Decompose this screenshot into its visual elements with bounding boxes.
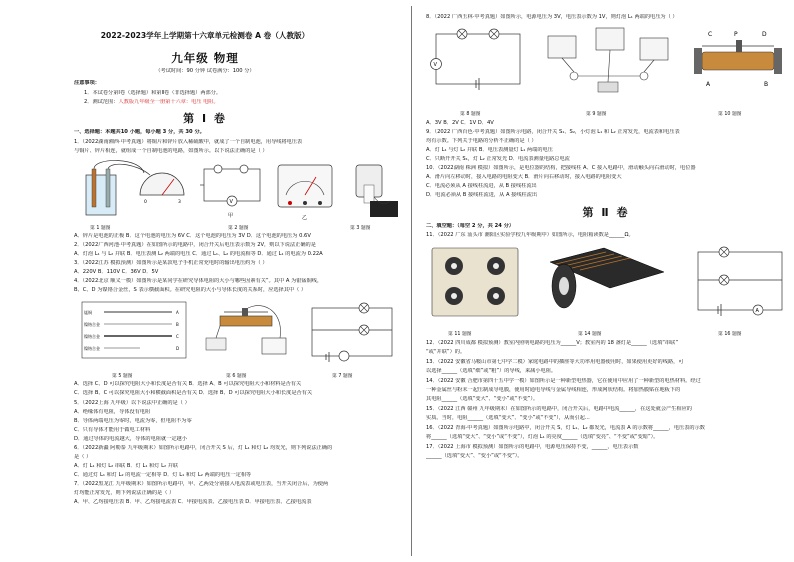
q15-line-1: 15．（2022 江西 赣州 九年级期末）在如图所示的电路中，闭合开关后，电路中电流______，在这处就会产生相应的	[426, 406, 692, 412]
svg-text:A: A	[755, 308, 759, 314]
q12-line-1: 12．（2022 四川成都 模拟预测）教室内照明电路的电压为______V；教室内的 18 盏灯是______（选填“串联”	[426, 340, 679, 346]
svg-text:V: V	[433, 62, 437, 68]
svg-text:P: P	[734, 31, 738, 38]
q4-options-1: A．选择 C、D 可以探究电阻大小和长度是否有关 B．选择 A、B 可以探究电阻大小和材料是否有关	[74, 381, 302, 387]
switches-lamps-circuit-figure	[698, 247, 782, 316]
q6-options-2: C．通过灯 L₁ 和灯 L₂ 的电流一定相等 D．灯 L₁ 和灯 L₂ 两端的电压一定相等	[74, 472, 252, 478]
q10-option-d: D．电流必须从 B 接线柱流进，从 A 接线柱流出	[426, 192, 538, 198]
exam-subtitle: 九年级 物理	[171, 51, 239, 65]
meters-bench-figure	[548, 28, 668, 92]
q4-stem-1: 4．（2022北京 顺义一模）如图所示是某同学在研究导体电阻的大小与哪些因素有关”。其中 A 为银锰铜线，	[74, 278, 323, 284]
q12-line-2: “或“并联”）的。	[426, 349, 466, 355]
q4-options-2: C．选择 B、C 可以探究电阻大小和横截面积是否有关 D．选择 B、D 可以探究电阻大小和长度是否有关	[74, 390, 313, 396]
exam-info: （考试时间：90 分钟 试卷满分：100 分）	[155, 68, 255, 74]
part1-heading: 第 Ⅰ 卷	[183, 112, 227, 125]
wire-d-material: 镍铬合金	[84, 346, 100, 351]
note-1: 1．本试卷分第Ⅰ卷（选择题）和第Ⅱ卷（非选择题）两部分。	[84, 90, 222, 96]
q9-options-2: C．只断开开关 S₁，灯 L₂ 正常发光 D．电流表测量电路总电流	[426, 156, 570, 162]
wire-a-letter: A	[176, 310, 179, 315]
exam-title: 2022-2023学年上学期第十六章单元检测卷 A 卷（人教版）	[100, 31, 310, 40]
q11-stem: 11．（2022 广东 汕头市 潮阳区实验学校九年级期中）如图所示，电阻箱读数是______Ω。	[426, 232, 634, 238]
q15-line-2: 实质。当时，电阻______（选填“变大”、“变小”或“不变”），从而引起...	[426, 415, 590, 421]
q14-line-1: 14．（2022 安徽 合肥市第四十五中学一模）如图所示是一种新型电热器，它在使用中应用了一种新型的电热材料。经过	[426, 378, 701, 384]
caption-fig6: 第 6 题图	[226, 374, 247, 379]
wire-a-material: 锰铜	[84, 310, 92, 315]
q14-line-3: 其电阻______（选填“变大”、“变小”或“不变”）。	[426, 396, 539, 402]
q13-line-1: 13．（2022 安徽省马鞍山市第七中学二模）家庭电路中的插座等大功率用电器使用时，如果使用更好的线路，可	[426, 359, 684, 365]
q7-options: A．甲、乙均接电压表 B．甲、乙均接电流表 C．甲接电流表、乙接电压表 D．甲接电压表、乙接电流表	[74, 499, 312, 505]
q10-stem: 10．（2022湖南 株洲 模拟）如图所示，是电位器的结构，把接线柱 A、C 接入电路中，滑动触头向右滑动时，电位器	[426, 165, 696, 171]
caption-fig2: 第 2 题图	[228, 226, 249, 231]
q4-stem-2: B、C、D 为镍铬合金丝，S 表示横截面积。在研究电阻的大小与导体长度的关系时，应选择其中（ ）	[74, 287, 307, 293]
q6-stem-2: 是（ ）	[74, 454, 92, 460]
q1-line-2: 与铜片、锌片相连，就组成一个自制电池的电路，如图所示。以下说法正确的是（ ）	[74, 148, 268, 154]
svg-text:V: V	[229, 199, 233, 205]
voltmeter-figure	[278, 165, 332, 221]
svg-text:C: C	[708, 31, 713, 38]
note-2: 2．测试范围：	[84, 99, 119, 105]
q5-option-b: B．导体两端电压为零时，电流为零，但电阻不为零	[74, 418, 192, 424]
q13-line-2: 以选择______（选填“细”或“粗”）的导线，来减小电阻。	[426, 368, 557, 374]
rheostat-circuit-figure	[206, 306, 286, 354]
column-divider	[411, 6, 412, 556]
caption-fig1: 第 1 题图	[90, 226, 111, 231]
electrolyte-beaker-figure	[86, 160, 184, 215]
svg-text:3: 3	[178, 200, 181, 205]
q6-options-1: A．灯 L₁ 和灯 L₂ 串联 B．灯 L₁ 和灯 L₂ 并联	[74, 463, 179, 469]
part1-intro: 一、选择题：本题共10 小题，每小题 3 分，共 30 分。	[74, 129, 205, 135]
q5-option-d: D．通过导体的电流越大，导体的电阻就一定越小	[74, 436, 187, 442]
phone-charger-figure	[356, 165, 398, 217]
caption-fig3: 第 3 题图	[350, 226, 371, 231]
q5-option-a: A．绝缘体有电阻，导体没有电阻	[74, 409, 151, 415]
resistance-wires-table-figure	[82, 302, 186, 358]
q7-stem-2: 灯均能正常发光，则下列说法正确的是（ ）	[74, 490, 175, 496]
wire-b-material: 镍铬合金	[84, 322, 100, 327]
caption-fig10: 第 10 题图	[718, 112, 742, 117]
wire-b-letter: B	[176, 322, 179, 327]
svg-text:D: D	[762, 31, 767, 38]
q2-options: A．灯泡 L₁ 与 L₂ 并联 B．电压表测 L₂ 两端的电压 C．通过 L₁、L₂ 的电流相等 D．通过 L₁ 的电流为 0.22A	[74, 251, 323, 257]
fig-label-jia: 甲	[228, 213, 234, 219]
q6-stem-1: 6．（2022新疆 阿勒泰 九年级期末）如图所示电路中，闭合开关 S 后，灯 L₁ 和灯 L₂ 均发光，则下列说法正确的	[74, 445, 333, 451]
q5-option-c: C．只有导体才能用于做电工材料	[74, 427, 151, 433]
q1-options: A．锌片是电池的正极 B．这个电池的电压为 6V C．这个电池的电压为 3V D．这个电池的电压为 0.6V	[74, 233, 311, 239]
q11-q16-figures	[426, 242, 792, 328]
part2-intro: 二、填空题：（每空 2 分，共 24 分）	[426, 223, 515, 229]
svg-text:0: 0	[144, 200, 147, 205]
q16-line-2: 将______（选填“变大”、“变小”或“不变”），灯泡 L₁ 的亮度______（选填“变亮”、“不变”或“变暗”）。	[426, 434, 659, 440]
q8-stem: 8．（2022 广西玉林·中考真题）如图所示，电源电压为 3V，电压表示数为 1V，则灯泡 L₁ 两端的电压为（ ）	[426, 14, 678, 20]
wire-c-letter: C	[176, 334, 179, 339]
q8-options: A．3V B．2V C．1V D．4V	[426, 120, 494, 126]
svg-text:B: B	[764, 81, 769, 88]
q17-line-1: 17．（2022 上海市 模拟预测）如图所示的电路中，电源电压保持不变，______，电压表示数	[426, 444, 639, 450]
q8-q10-figures	[426, 24, 792, 106]
q10-options-1: A．滑片向左移动时，接入电路的电阻变大 B．滑片向右移动时，接入电路的电阻变大	[426, 174, 622, 180]
q3-options: A．220V B．110V C．36V D．5V	[74, 269, 159, 275]
q7-stem-1: 7．（2022黑龙江 九年级期末）如图所示电路中，甲、乙两处分别接入电流表或电压表，当开关闭合后，为使两	[74, 481, 329, 487]
q9-options-1: A．灯 L₁ 与灯 L₂ 并联 B．电压表测量灯 L₁ 两端的电压	[426, 147, 553, 153]
right-column	[418, 0, 794, 562]
note-2-row	[84, 99, 219, 106]
q10-option-c: C．电流必须从 A 接线柱流进，从 B 接线柱流出	[426, 183, 537, 189]
caption-fig5: 第 5 题图	[112, 374, 133, 379]
q1-q3-figures	[80, 157, 404, 225]
q2-stem: 2．（2022广西河池·中考真题）在如图所示的电路中，闭合开关后电压表示数为 2V，则以下说法正确的是	[74, 242, 316, 248]
notes-label: 注意事项：	[74, 80, 100, 86]
q14-line-2: 一种金属丝与粉末一起压制成导电膜，使用时通电导线与金属导线相连，形成网状结构。将加热膜贴在地板下的	[426, 387, 681, 393]
heating-film-roll-figure	[550, 248, 664, 308]
q3-stem: 3．（2022江苏 模拟预测）如图所示是某款电子手机正常充电时的输出电压约为（ ）	[74, 260, 268, 266]
note-2-scope: 人教版九年级全一册第十六章：电压 电阻。	[118, 99, 219, 105]
lamps-voltmeter-circuit-figure	[431, 29, 521, 90]
q4-q6-figures	[80, 298, 404, 364]
q9-stem-1: 9．（2022 广西百色·中考真题）如图所示电路，闭合开关 S₁、S₂，小灯泡 L₁ 和 L₂ 正常发光，电流表和电压表	[426, 129, 680, 135]
part2-heading: 第 Ⅱ 卷	[582, 206, 630, 219]
caption-fig9: 第 9 题图	[586, 112, 607, 117]
parallel-lamps-circuit-figure	[312, 303, 392, 362]
svg-text:A: A	[706, 81, 711, 88]
caption-fig11: 第 11 题图	[448, 332, 472, 337]
q5-stem: 5．（2022上海 九年级）以下说法中正确的是（ ）	[74, 400, 190, 406]
q17-line-2: ______（选填“变大”、“变小”或“不变”）。	[426, 453, 523, 459]
fig-label-yi: 乙	[302, 215, 308, 221]
q9-stem-2: 均有示数。下列关于电路的分析不正确的是（ ）	[426, 138, 537, 144]
caption-fig14: 第 14 题图	[578, 332, 602, 337]
wire-d-letter: D	[176, 346, 180, 351]
wire-c-material: 镍铬合金	[84, 334, 100, 339]
q16-line-1: 16．（2022 青海·中考真题）如图所示电路中，闭合开关 S，灯 L₁、L₂ 都发光，电流表 A 的示数将______，电压表的示数	[426, 425, 705, 431]
series-circuit-figure	[200, 165, 260, 219]
caption-fig16: 第 16 题图	[718, 332, 742, 337]
caption-fig8: 第 8 题图	[460, 112, 481, 117]
potentiometer-figure	[694, 31, 782, 88]
q1-line-1: 1．（2022湖南湘西·中考真题）将铜片和锌片放入稀硫酸中，就成了一个自制电池，用导线将电压表	[74, 139, 303, 145]
caption-fig7: 第 7 题图	[332, 374, 353, 379]
resistance-box-figure	[432, 248, 518, 316]
